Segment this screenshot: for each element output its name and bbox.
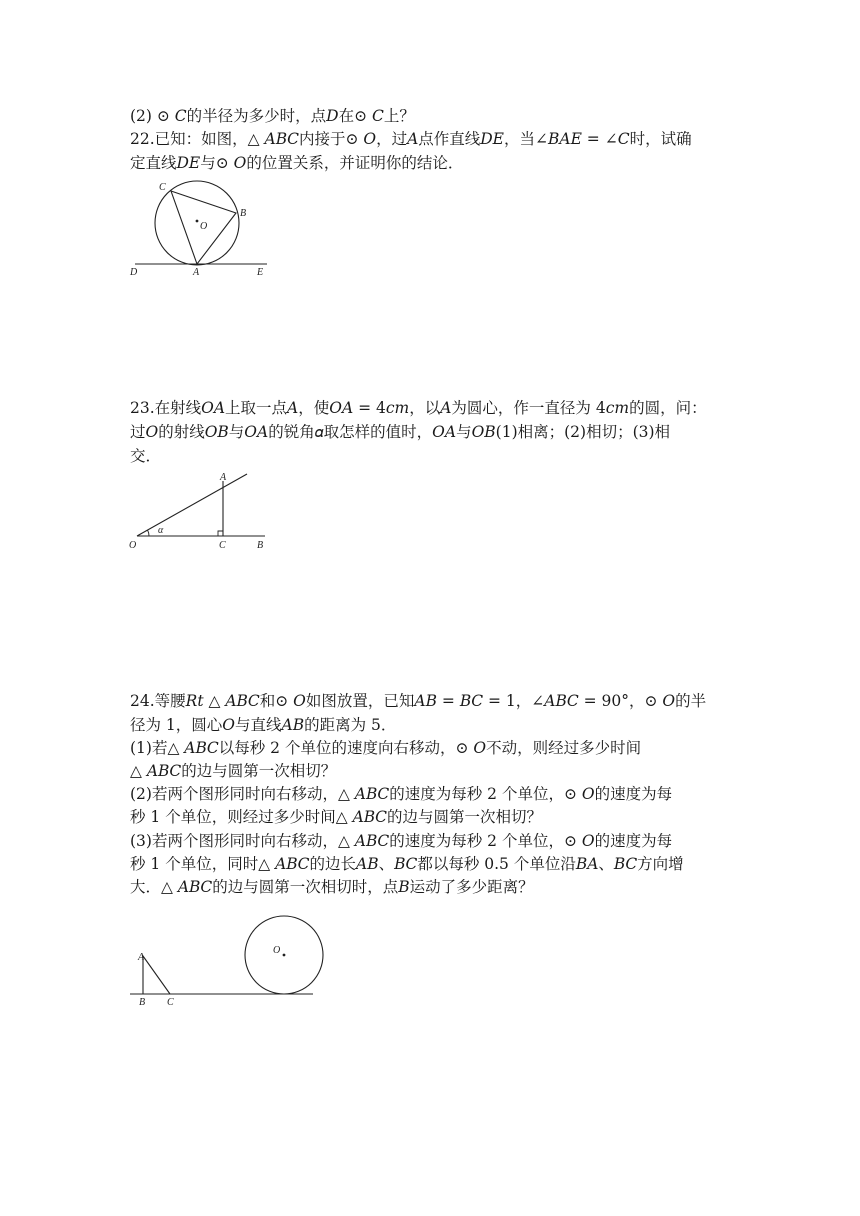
- q22-text-line1: 22.已知：如图，△ 𝐴𝐵𝐶内接于⊙ 𝑂，过𝐴点作直线𝐷𝐸，当∠𝐵𝐴𝐸 = ∠𝐶时，试确: [130, 130, 692, 148]
- label-o: O: [129, 540, 137, 551]
- ray-oa: [137, 474, 247, 536]
- label-o: O: [200, 221, 208, 232]
- q24-text-line3: (1)若△ 𝐴𝐵𝐶以每秒 2 个单位的速度向右移动，⊙ 𝑂不动，则经过多少时间: [130, 739, 642, 757]
- q23-text-line2: 过𝑂的射线𝑂𝐵与𝑂𝐴的锐角𝛼取怎样的值时，𝑂𝐴与𝑂𝐵(1)相离；(2)相切；(3)相: [130, 423, 671, 441]
- q21-part2-text: (2) ⊙ 𝐶的半径为多少时，点𝐷在⊙ 𝐶上？: [130, 107, 415, 125]
- label-b: B: [257, 540, 264, 551]
- label-a: A: [193, 267, 200, 278]
- label-b: B: [240, 208, 247, 219]
- label-c: C: [219, 540, 226, 551]
- q24-text-line1: 24.等腰𝑅𝑡 △ 𝐴𝐵𝐶和⊙ 𝑂如图放置，已知𝐴𝐵 = 𝐵𝐶 = 1，∠𝐴𝐵𝐶 = 90°，⊙ 𝑂的半: [130, 692, 707, 710]
- q24-text-line5: (2)若两个图形同时向右移动，△ 𝐴𝐵𝐶的速度为每秒 2 个单位，⊙ 𝑂的速度为每: [130, 785, 673, 803]
- q24-text-line8: 秒 1 个单位，同时△ 𝐴𝐵𝐶的边长𝐴𝐵、𝐵𝐶都以每秒 0.5 个单位沿𝐵𝐴、𝐵𝐶方向增: [130, 855, 684, 873]
- label-alpha: α: [158, 525, 164, 536]
- label-a: A: [138, 952, 145, 963]
- q23-angle-figure: [125, 468, 275, 553]
- label-b: B: [139, 997, 146, 1008]
- q22-circle-figure: [125, 175, 275, 280]
- triangle-abc: [143, 956, 170, 994]
- q22-text-line2: 定直线𝐷𝐸与⊙ 𝑂的位置关系，并证明你的结论．: [130, 154, 464, 172]
- q24-text-line2: 径为 1，圆心𝑂与直线𝐴𝐵的距离为 5．: [130, 716, 397, 734]
- right-angle-mark: [218, 531, 223, 536]
- center-point-o: [283, 954, 286, 957]
- circle-o: [155, 181, 239, 265]
- q23-text-line1: 23.在射线𝑂𝐴上取一点𝐴，使𝑂𝐴 = 4𝑐𝑚，以𝐴为圆心，作一直径为 4𝑐𝑚的圆，问：: [130, 399, 707, 417]
- q24-text-line6: 秒 1 个单位，则经过多少时间△ 𝐴𝐵𝐶的边与圆第一次相切？: [130, 808, 543, 826]
- label-c: C: [167, 997, 174, 1008]
- label-a: A: [220, 472, 227, 483]
- q23-text-line3: 交．: [130, 447, 162, 465]
- q24-text-line4: △ 𝐴𝐵𝐶的边与圆第一次相切？: [130, 762, 337, 780]
- q24-text-line7: (3)若两个图形同时向右移动，△ 𝐴𝐵𝐶的速度为每秒 2 个单位，⊙ 𝑂的速度为每: [130, 832, 673, 850]
- angle-arc: [148, 530, 150, 536]
- label-c: C: [159, 182, 166, 193]
- label-e: E: [257, 267, 264, 278]
- q24-moving-figure: [125, 910, 325, 1015]
- center-point-o: [196, 220, 199, 223]
- label-d: D: [130, 267, 138, 278]
- q24-text-line9: 大．△ 𝐴𝐵𝐶的边与圆第一次相切时，点𝐵运动了多少距离？: [130, 878, 534, 896]
- label-o: O: [273, 945, 281, 956]
